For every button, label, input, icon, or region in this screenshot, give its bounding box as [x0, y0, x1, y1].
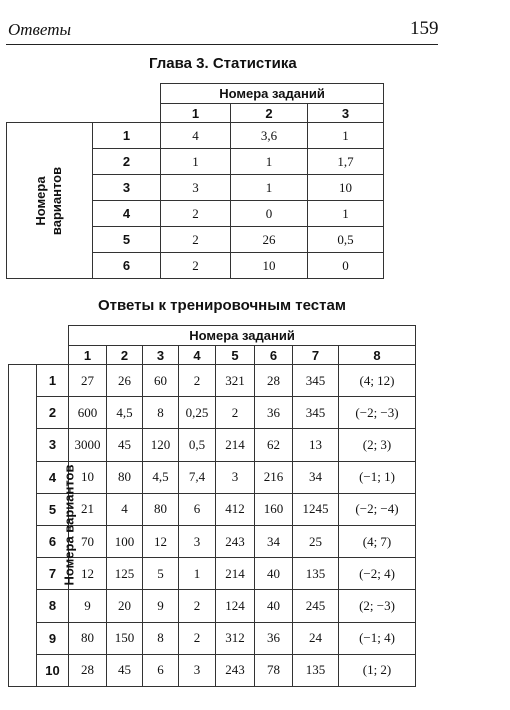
answer-cell: 345: [293, 397, 339, 429]
answer-cell: 28: [69, 654, 107, 686]
answer-cell: (−1; 1): [339, 461, 416, 493]
answer-cell: 1: [161, 149, 231, 175]
answer-cell: 34: [293, 461, 339, 493]
variant-number: 7: [37, 558, 69, 590]
answer-cell: 10: [69, 461, 107, 493]
variants-label-line: вариантов: [49, 166, 65, 235]
task-number: 8: [339, 346, 416, 365]
answer-cell: 5: [143, 558, 179, 590]
answer-cell: 80: [107, 461, 143, 493]
answer-cell: 9: [69, 590, 107, 622]
answer-cell: 345: [293, 365, 339, 397]
task-number: 3: [308, 104, 384, 123]
table-row: [9, 590, 416, 622]
answer-cell: 45: [107, 654, 143, 686]
answer-cell: 7,4: [179, 461, 216, 493]
answer-cell: 34: [255, 525, 293, 557]
training-tests-title: Ответы к тренировочным тестам: [98, 297, 346, 314]
answer-cell: 45: [107, 429, 143, 461]
answer-cell: 243: [216, 654, 255, 686]
answer-cell: 214: [216, 429, 255, 461]
task-number: 2: [231, 104, 308, 123]
table-header-row: [7, 84, 384, 104]
answer-cell: 3: [179, 525, 216, 557]
answer-cell: 3: [161, 175, 231, 201]
answer-cell: 124: [216, 590, 255, 622]
answer-cell: (−2; −4): [339, 493, 416, 525]
answer-cell: 25: [293, 525, 339, 557]
answer-cell: (1; 2): [339, 654, 416, 686]
answer-cell: 36: [255, 622, 293, 654]
answer-cell: 2: [161, 201, 231, 227]
variant-number: 6: [37, 525, 69, 557]
task-number: 3: [143, 346, 179, 365]
variant-number: 4: [37, 461, 69, 493]
variant-number: 9: [37, 622, 69, 654]
answer-cell: 3000: [69, 429, 107, 461]
answer-cell: 6: [143, 654, 179, 686]
variant-number: 2: [37, 397, 69, 429]
answer-cell: 3: [179, 654, 216, 686]
answer-cell: (−2; 4): [339, 558, 416, 590]
corner-cell: [7, 84, 161, 123]
table-header-row: [9, 326, 416, 346]
answer-cell: (−2; −3): [339, 397, 416, 429]
answer-cell: 0: [308, 253, 384, 279]
answer-cell: (4; 12): [339, 365, 416, 397]
corner-cell: [9, 326, 69, 365]
answer-cell: 135: [293, 654, 339, 686]
answer-cell: 10: [231, 253, 308, 279]
answer-cell: 243: [216, 525, 255, 557]
answer-cell: 70: [69, 525, 107, 557]
answer-cell: 216: [255, 461, 293, 493]
answer-cell: 28: [255, 365, 293, 397]
chapter-title: Глава 3. Статистика: [149, 55, 297, 72]
variants-label-text: Номера вариантов: [61, 464, 77, 586]
answer-cell: 20: [107, 590, 143, 622]
variants-label: [7, 123, 93, 279]
variant-number: 10: [37, 654, 69, 686]
variants-label-line: Номера: [33, 175, 49, 226]
answer-cell: 4: [107, 493, 143, 525]
answer-cell: 0,5: [179, 429, 216, 461]
table-row: [9, 654, 416, 686]
table-row: [7, 123, 384, 149]
task-number: 5: [216, 346, 255, 365]
answer-cell: 80: [69, 622, 107, 654]
answer-cell: 2: [179, 622, 216, 654]
answer-cell: (−1; 4): [339, 622, 416, 654]
answer-cell: 600: [69, 397, 107, 429]
answer-cell: 24: [293, 622, 339, 654]
answer-cell: (2; 3): [339, 429, 416, 461]
statistics-answers-table: [6, 83, 384, 279]
page-number: 159: [410, 18, 439, 39]
task-number: 4: [179, 346, 216, 365]
answer-cell: 8: [143, 622, 179, 654]
answer-cell: 10: [308, 175, 384, 201]
task-number: 7: [293, 346, 339, 365]
answer-cell: 0: [231, 201, 308, 227]
answer-cell: 2: [179, 365, 216, 397]
answer-cell: 150: [107, 622, 143, 654]
answer-cell: 3: [216, 461, 255, 493]
variant-number: 1: [93, 123, 161, 149]
answer-cell: 3,6: [231, 123, 308, 149]
answer-cell: 12: [143, 525, 179, 557]
answer-cell: 312: [216, 622, 255, 654]
answer-cell: 2: [216, 397, 255, 429]
tasks-header: Номера заданий: [161, 84, 384, 104]
answer-cell: 36: [255, 397, 293, 429]
answer-cell: 1,7: [308, 149, 384, 175]
answer-cell: 160: [255, 493, 293, 525]
answer-cell: 60: [143, 365, 179, 397]
training-tests-answers-table: [8, 325, 416, 687]
answer-cell: 9: [143, 590, 179, 622]
answer-cell: 1: [308, 201, 384, 227]
variant-number: 5: [93, 227, 161, 253]
variant-number: 8: [37, 590, 69, 622]
answer-cell: 135: [293, 558, 339, 590]
answer-cell: 26: [107, 365, 143, 397]
variant-number: 1: [37, 365, 69, 397]
answer-cell: 26: [231, 227, 308, 253]
table-row: [9, 365, 416, 397]
answer-cell: 40: [255, 590, 293, 622]
answer-cell: 125: [107, 558, 143, 590]
variant-number: 6: [93, 253, 161, 279]
answer-cell: 40: [255, 558, 293, 590]
answer-cell: 2: [179, 590, 216, 622]
answer-cell: 120: [143, 429, 179, 461]
answer-cell: 4: [161, 123, 231, 149]
variant-number: 4: [93, 201, 161, 227]
answer-cell: 0,5: [308, 227, 384, 253]
answer-cell: 4,5: [107, 397, 143, 429]
answer-cell: 78: [255, 654, 293, 686]
variant-number: 3: [37, 429, 69, 461]
answer-cell: 412: [216, 493, 255, 525]
task-number: 1: [161, 104, 231, 123]
answer-cell: (2; −3): [339, 590, 416, 622]
answer-cell: 1: [231, 175, 308, 201]
answer-cell: 1245: [293, 493, 339, 525]
answer-cell: (4; 7): [339, 525, 416, 557]
answer-cell: 8: [143, 397, 179, 429]
answer-cell: 2: [161, 227, 231, 253]
answer-cell: 100: [107, 525, 143, 557]
answer-cell: 12: [69, 558, 107, 590]
table-row: [9, 622, 416, 654]
answer-cell: 62: [255, 429, 293, 461]
task-number: 2: [107, 346, 143, 365]
task-numbers-row: [9, 346, 416, 365]
section-name: Ответы: [8, 20, 72, 39]
answer-cell: 321: [216, 365, 255, 397]
variant-number: 5: [37, 493, 69, 525]
task-number: 1: [69, 346, 107, 365]
answer-cell: 2: [161, 253, 231, 279]
variant-number: 2: [93, 149, 161, 175]
table-row: [9, 397, 416, 429]
answer-cell: 27: [69, 365, 107, 397]
answer-cell: 4,5: [143, 461, 179, 493]
answer-cell: 13: [293, 429, 339, 461]
answer-cell: 6: [179, 493, 216, 525]
answer-cell: 80: [143, 493, 179, 525]
variants-label-text: [33, 166, 65, 234]
header-rule: [6, 44, 438, 45]
table-row: [9, 429, 416, 461]
answer-cell: 1: [231, 149, 308, 175]
answer-cell: 1: [308, 123, 384, 149]
answer-cell: 0,25: [179, 397, 216, 429]
variant-number: 3: [93, 175, 161, 201]
answer-cell: 214: [216, 558, 255, 590]
task-number: 6: [255, 346, 293, 365]
answer-cell: 21: [69, 493, 107, 525]
answer-cell: 1: [179, 558, 216, 590]
answer-cell: 245: [293, 590, 339, 622]
tasks-header: Номера заданий: [69, 326, 416, 346]
